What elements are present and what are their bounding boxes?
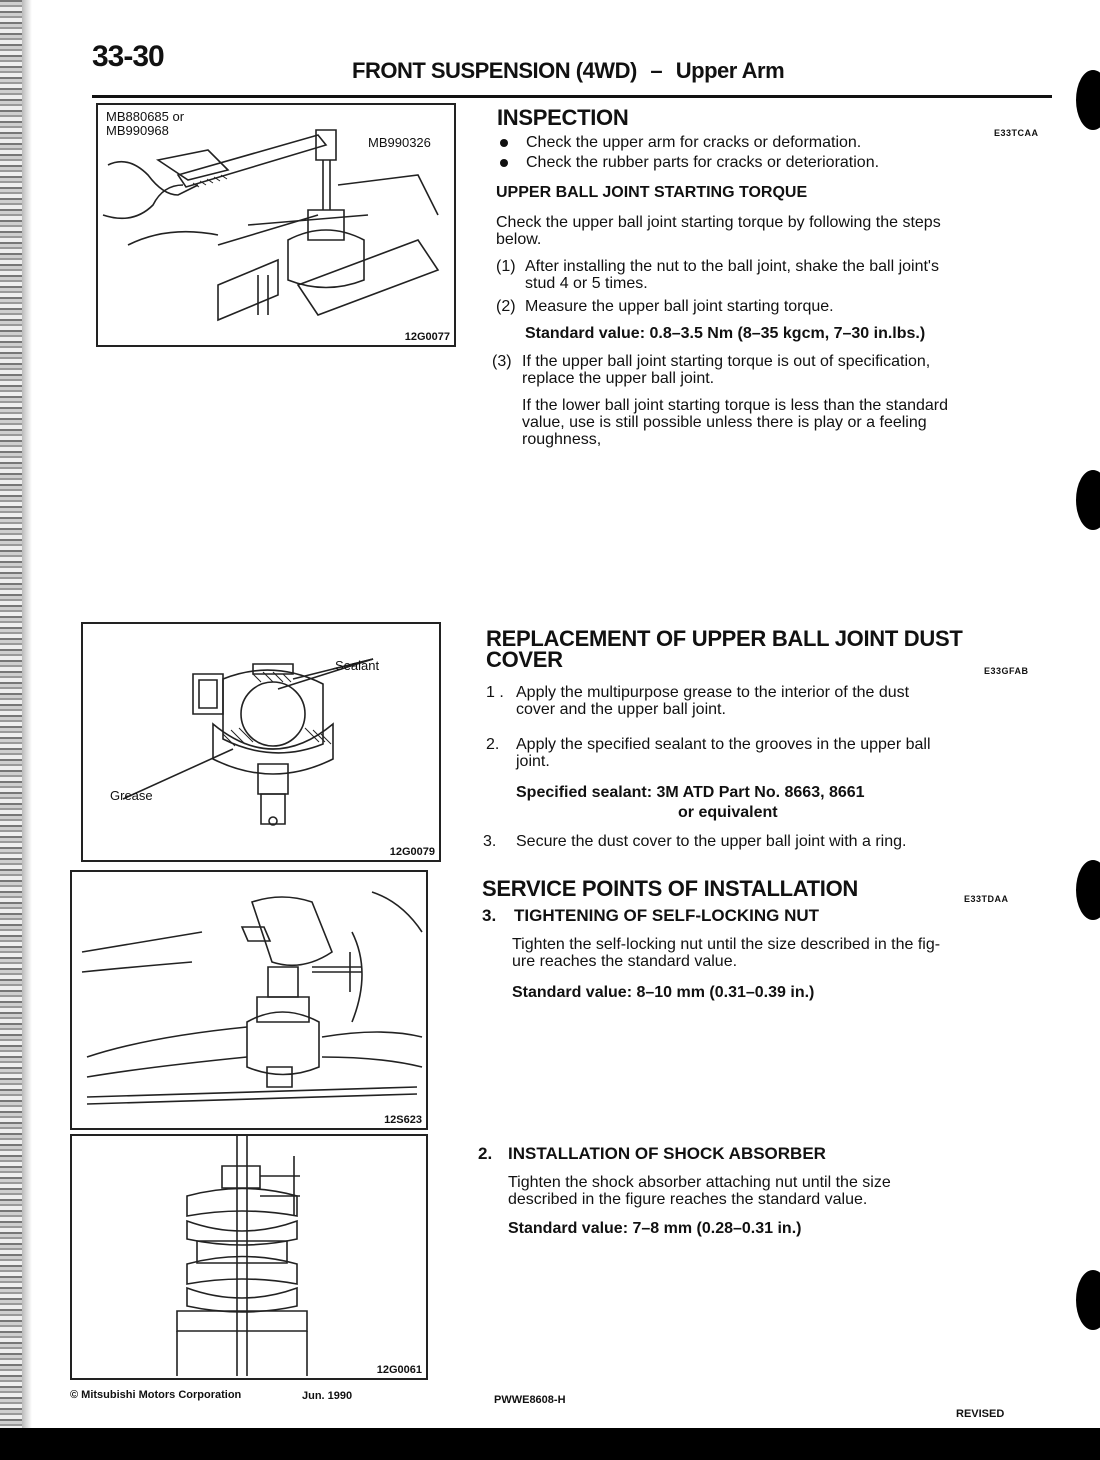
title-dash: – <box>650 58 663 83</box>
step-number: (3) <box>492 353 512 370</box>
sealant-label: Sealant <box>335 658 380 673</box>
copyright: © Mitsubishi Motors Corporation <box>70 1389 242 1401</box>
ball-joint-section-illustration <box>83 624 439 860</box>
step-text: joint. <box>516 753 550 770</box>
step-number: 3. <box>483 833 497 850</box>
revision-status: REVISED <box>956 1408 1005 1420</box>
specified-sealant: Specified sealant: 3M ATD Part No. 8663, 8661 <box>516 784 865 801</box>
specified-sealant-alt: or equivalent <box>678 804 778 821</box>
figure-self-locking-nut <box>70 870 428 1130</box>
intro-line-1: Check the upper ball joint starting torque by following the steps <box>496 214 941 231</box>
shock-absorber-illustration <box>72 1136 426 1378</box>
self-locking-nut-illustration <box>72 872 426 1128</box>
document-code: PWWE8608-H <box>494 1394 566 1406</box>
tool-label-2: MB990326 <box>368 135 431 150</box>
punch-hole <box>1076 70 1100 130</box>
step-text: roughness, <box>522 431 602 448</box>
torque-subheading: UPPER BALL JOINT STARTING TORQUE <box>496 184 808 201</box>
replacement-heading-line2: COVER <box>486 647 563 672</box>
step-number: (1) <box>496 258 516 275</box>
figure-code: 12S623 <box>384 1114 422 1126</box>
page-header <box>352 58 784 84</box>
standard-value: Standard value: 7–8 mm (0.28–0.31 in.) <box>508 1220 802 1237</box>
step-number: 2. <box>486 736 500 753</box>
step-text: Measure the upper ball joint starting torque. <box>525 298 834 315</box>
service-heading: SERVICE POINTS OF INSTALLATION <box>482 876 859 901</box>
item-number: 3. <box>482 906 497 925</box>
section-subtitle: Upper Arm <box>675 58 785 83</box>
bullet-item: Check the upper arm for cracks or deformation. <box>500 134 861 151</box>
figure-code: 12G0077 <box>404 331 450 343</box>
standard-value: Standard value: 0.8–3.5 Nm (8–35 kgcm, 7–30 in.lbs.) <box>525 325 926 342</box>
punch-hole <box>1076 860 1100 920</box>
item-text: Tighten the self-locking nut until the size described in the fig- <box>512 936 941 953</box>
tool-label-1: MB880685 or <box>106 109 185 124</box>
intro-line-2: below. <box>496 231 542 248</box>
service-code: E33TDAA <box>964 894 1009 904</box>
step-text: Apply the multipurpose grease to the interior of the dust <box>516 684 910 701</box>
grease-label: Grease <box>110 788 153 803</box>
item-number: 2. <box>478 1144 493 1163</box>
step-text: Secure the dust cover to the upper ball joint with a ring. <box>516 833 907 850</box>
scan-bottom-edge <box>0 1428 1100 1460</box>
inspection-heading: INSPECTION <box>497 105 629 130</box>
publication-date: Jun. 1990 <box>302 1390 353 1402</box>
figure-torque-gauge <box>96 103 456 347</box>
item-text: described in the figure reaches the standard value. <box>508 1191 868 1208</box>
figure-code: 12G0061 <box>376 1364 422 1376</box>
replacement-code: E33GFAB <box>984 666 1029 676</box>
step-text: After installing the nut to the ball joint, shake the ball joint's <box>525 258 939 275</box>
item-text: Tighten the shock absorber attaching nut until the size <box>508 1174 891 1191</box>
standard-value: Standard value: 8–10 mm (0.31–0.39 in.) <box>512 984 815 1001</box>
step-text: If the lower ball joint starting torque is less than the standard <box>522 397 949 414</box>
replacement-heading-line1: REPLACEMENT OF UPPER BALL JOINT DUST <box>486 626 963 651</box>
step-text: value, use is still possible unless there is play or a feeling <box>522 414 927 431</box>
figure-code: 12G0079 <box>389 846 435 858</box>
step-text: stud 4 or 5 times. <box>525 275 648 292</box>
punch-hole <box>1076 470 1100 530</box>
punch-hole <box>1076 1270 1100 1330</box>
item-text: ure reaches the standard value. <box>512 953 738 970</box>
page-number: 33-30 <box>92 40 164 73</box>
header-rule <box>92 95 1052 98</box>
step-text: replace the upper ball joint. <box>522 370 715 387</box>
self-locking-nut-title: TIGHTENING OF SELF-LOCKING NUT <box>514 906 820 925</box>
section-title: FRONT SUSPENSION (4WD) <box>352 58 637 83</box>
figure-shock-absorber <box>70 1134 428 1380</box>
bullet-icon <box>500 139 508 147</box>
step-number: 1 . <box>486 684 504 701</box>
scan-left-edge <box>0 0 22 1460</box>
bullet-item: Check the rubber parts for cracks or deterioration. <box>500 154 879 171</box>
step-number: (2) <box>496 298 516 315</box>
figure-ball-joint-section <box>81 622 441 862</box>
step-text: cover and the upper ball joint. <box>516 701 726 718</box>
bullet-icon <box>500 159 508 167</box>
shock-absorber-title: INSTALLATION OF SHOCK ABSORBER <box>508 1144 826 1163</box>
scan-left-shadow <box>22 0 32 1460</box>
inspection-code: E33TCAA <box>994 128 1039 138</box>
step-text: If the upper ball joint starting torque is out of specification, <box>522 353 931 370</box>
tool-label-1b: MB990968 <box>106 123 169 138</box>
step-text: Apply the specified sealant to the grooves in the upper ball <box>516 736 931 753</box>
